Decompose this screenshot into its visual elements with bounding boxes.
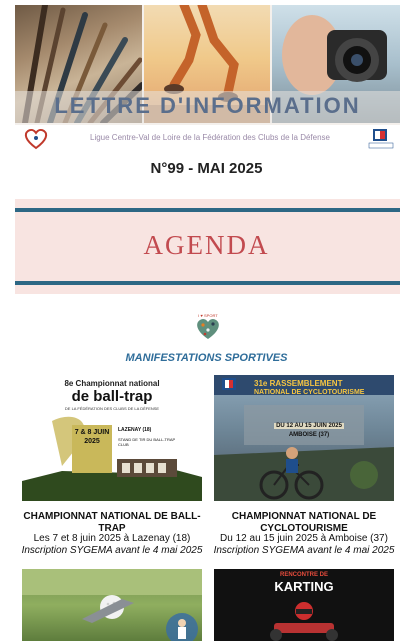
event-dates-ball-trap: Les 7 et 8 juin 2025 à Lazenay (18): [33, 533, 191, 544]
banner-title: LETTRE D'INFORMATION: [54, 93, 361, 118]
poster4-title-top: RENCONTRE DE: [279, 572, 328, 578]
event-title-cyclotourism: CHAMPIONNAT NATIONAL DE CYCLOTOURISME: [231, 511, 377, 534]
event-registration-ball-trap: Inscription SYGEMA avant le 4 mai 2025: [21, 545, 203, 556]
poster-title-top: 8e Championnat national: [64, 379, 160, 388]
poster4-title-main: KARTING: [274, 579, 334, 594]
ball-trap-illustration: [22, 411, 202, 501]
league-subtitle: Ligue Centre-Val de Loire de la Fédération des Clubs de la Défense: [90, 133, 330, 142]
poster-date-box: [72, 425, 112, 473]
poster2-title-top: 31e RASSEMBLEMENT: [254, 379, 343, 388]
federation-logo-icon: [367, 128, 395, 150]
heart-logo-icon: [23, 128, 49, 150]
agenda-title: AGENDA: [143, 230, 270, 260]
event-title-ball-trap: CHAMPIONNAT NATIONAL DE BALL-TRAP: [23, 511, 201, 534]
poster-dates: 7 & 8 JUIN 2025: [74, 429, 110, 445]
cyclotourism-poster[interactable]: [214, 375, 394, 501]
karting-poster[interactable]: [214, 569, 394, 641]
poster2-dates: DU 12 AU 15 JUIN 2025: [274, 423, 344, 429]
event-dates-cyclotourism: Du 12 au 15 juin 2025 à Amboise (37): [220, 533, 388, 544]
karting-illustration: [214, 597, 394, 641]
i-love-sport-logo-icon: [193, 311, 223, 341]
poster-subtitle: DE LA FÉDÉRATION DES CLUBS DE LA DÉFENSE: [64, 406, 160, 411]
agenda-bottom-line: [15, 281, 400, 285]
newsletter-banner: [15, 5, 400, 152]
poster-stand: STAND DE TIR DU BALL-TRAP CLUB: [118, 437, 176, 447]
golf-poster[interactable]: [22, 569, 202, 641]
event-registration-cyclotourism: Inscription SYGEMA avant le 4 mai 2025: [213, 545, 395, 556]
section-heading: MANIFESTATIONS SPORTIVES: [125, 352, 288, 364]
poster2-title-main: NATIONAL DE CYCLOTOURISME: [254, 389, 365, 396]
issue-number: N°99 - MAI 2025: [150, 160, 263, 177]
sport-logo-text: I ♥ SPORT: [198, 313, 218, 318]
poster-title-main: de ball-trap: [71, 388, 153, 405]
poster-place: LAZENAY (18): [118, 427, 152, 433]
golf-illustration: [22, 569, 202, 641]
agenda-top-line: [15, 208, 400, 212]
ball-trap-poster[interactable]: [22, 375, 202, 501]
poster2-place: AMBOISE (37): [288, 432, 330, 438]
